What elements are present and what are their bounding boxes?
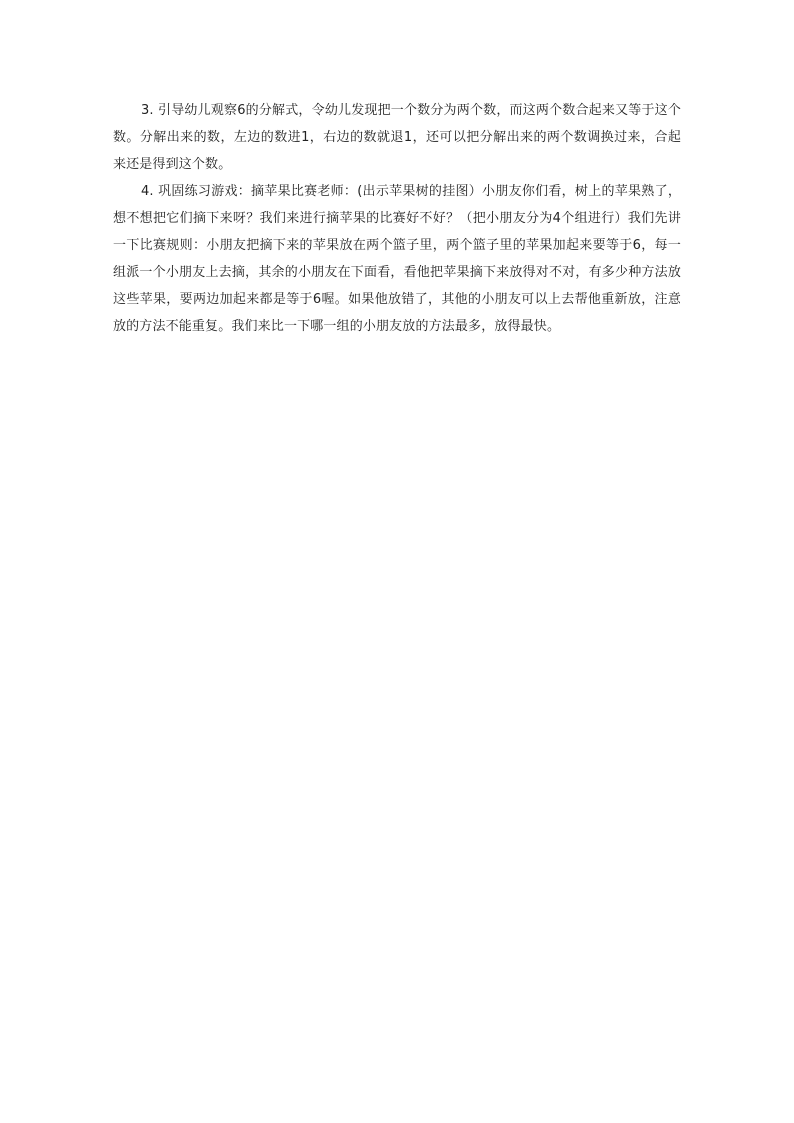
- paragraph-step-3: 3. 引导幼儿观察6的分解式，令幼儿发现把一个数分为两个数，而这两个数合起来又等于这个数。分解出来的数，左边的数进1，右边的数就退1，还可以把分解出来的两个数调换过来，合起来还是得到这个数。: [113, 103, 681, 172]
- document-body: [113, 97, 681, 340]
- paragraph-step-4: 4. 巩固练习游戏：摘苹果比赛老师：(出示苹果树的挂图）小朋友你们看，树上的苹果熟了，想不想把它们摘下来呀？我们来进行摘苹果的比赛好不好？（把小朋友分为4个组进行）我们先讲一下比赛规则：小朋友把摘下来的苹果放在两个篮子里，两个篮子里的苹果加起来要等于6，每一组派一个小朋友上去摘，其余的小朋友在下面看，看他把苹果摘下来放得对不对，有多少种方法放这些苹果，要两边加起来都是等于6喔。如果他放错了，其他的小朋友可以上去帮他重新放，注意放的方法不能重复。我们来比一下哪一组的小朋友放的方法最多，放得最快。: [113, 184, 681, 334]
